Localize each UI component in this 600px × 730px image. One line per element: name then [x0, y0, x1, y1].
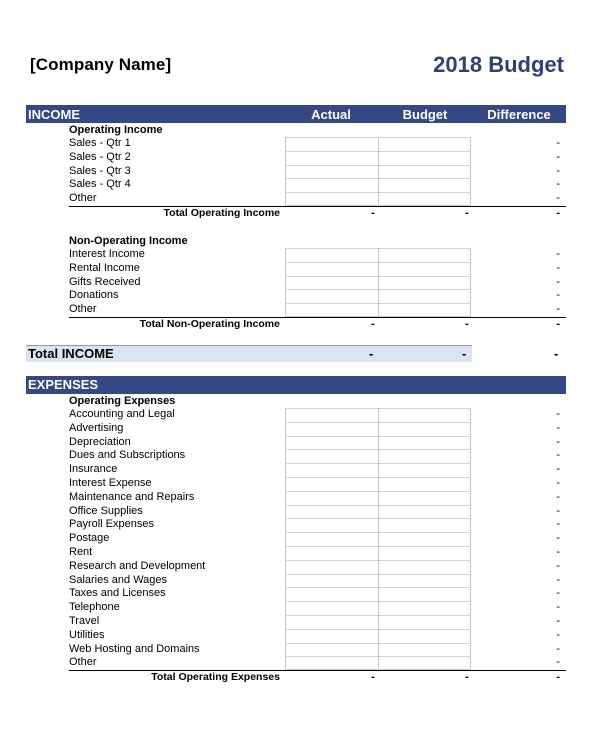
actual-input-cell[interactable] — [285, 601, 378, 615]
budget-input-cell[interactable] — [378, 491, 471, 505]
total-operating-expenses-difference: - — [556, 671, 560, 684]
budget-input-cell[interactable] — [378, 560, 471, 574]
line-item-label: Donations — [69, 289, 119, 302]
line-item-row — [26, 463, 566, 477]
budget-input-cell[interactable] — [378, 165, 471, 179]
total-non-operating-income-budget: - — [465, 317, 469, 330]
difference-value: - — [556, 642, 560, 655]
budget-input-cell[interactable] — [378, 262, 471, 276]
income-section-header — [26, 105, 566, 123]
document-title: 2018 Budget — [433, 52, 564, 77]
company-name[interactable]: [Company Name] — [30, 55, 172, 74]
actual-input-cell[interactable] — [285, 477, 378, 491]
difference-value: - — [556, 178, 560, 191]
difference-value: - — [556, 449, 560, 462]
line-item-label: Depreciation — [69, 435, 131, 448]
budget-input-cell[interactable] — [378, 477, 471, 491]
budget-input-cell[interactable] — [378, 289, 471, 303]
actual-input-cell[interactable] — [285, 518, 378, 532]
line-item-label: Interest Income — [69, 247, 145, 260]
actual-input-cell[interactable] — [285, 560, 378, 574]
actual-input-cell[interactable] — [285, 192, 378, 206]
line-item-row — [26, 192, 566, 206]
line-item-label: Sales - Qtr 1 — [69, 137, 131, 149]
total-income-label: Total INCOME — [28, 345, 114, 361]
budget-input-cell[interactable] — [378, 629, 471, 643]
line-item-label: Other — [69, 192, 97, 205]
line-item-label: Taxes and Licenses — [69, 587, 166, 600]
actual-input-cell[interactable] — [285, 303, 378, 317]
line-item-row — [26, 408, 566, 422]
line-item-label: Rent — [69, 545, 93, 558]
total-operating-income-row — [69, 206, 566, 220]
difference-value: - — [556, 656, 560, 669]
line-item-label: Other — [69, 303, 97, 316]
operating-income-rows — [26, 137, 566, 206]
difference-value: - — [556, 587, 560, 600]
line-item-label: Payroll Expenses — [69, 518, 154, 531]
budget-input-cell[interactable] — [378, 303, 471, 317]
difference-value: - — [556, 601, 560, 614]
line-item-label: Dues and Subscriptions — [69, 449, 186, 462]
line-item-row — [26, 262, 566, 276]
difference-value: - — [556, 463, 560, 476]
total-income-row — [26, 345, 559, 362]
line-item-row — [26, 505, 566, 519]
actual-input-cell[interactable] — [285, 289, 378, 303]
budget-input-cell[interactable] — [378, 449, 471, 463]
difference-value: - — [556, 275, 560, 288]
actual-input-cell[interactable] — [285, 449, 378, 463]
total-operating-expenses-budget: - — [465, 671, 469, 684]
actual-input-cell[interactable] — [285, 505, 378, 519]
difference-value: - — [556, 628, 560, 641]
difference-value: - — [556, 545, 560, 558]
line-item-label: Web Hosting and Domains — [69, 642, 200, 655]
line-item-row — [26, 137, 566, 151]
actual-input-cell[interactable] — [285, 615, 378, 629]
line-item-row — [26, 422, 566, 436]
total-income-budget: - — [462, 345, 467, 361]
total-income-actual: - — [369, 345, 374, 361]
budget-input-cell[interactable] — [378, 587, 471, 601]
actual-input-cell[interactable] — [285, 137, 378, 151]
budget-input-cell[interactable] — [378, 436, 471, 450]
line-item-row — [26, 643, 566, 657]
total-income-difference: - — [554, 345, 559, 361]
line-item-label: Insurance — [69, 463, 118, 476]
actual-input-cell[interactable] — [285, 248, 378, 262]
actual-input-cell[interactable] — [285, 463, 378, 477]
budget-input-cell[interactable] — [378, 615, 471, 629]
line-item-label: Salaries and Wages — [69, 573, 168, 586]
difference-value: - — [556, 435, 560, 448]
line-item-label: Rental Income — [69, 261, 140, 274]
budget-input-cell[interactable] — [378, 546, 471, 560]
actual-input-cell[interactable] — [285, 587, 378, 601]
actual-input-cell[interactable] — [285, 165, 378, 179]
budget-input-cell[interactable] — [378, 276, 471, 290]
operating-income-heading: Operating Income — [69, 124, 163, 136]
actual-input-cell[interactable] — [285, 422, 378, 436]
line-item-row — [26, 151, 566, 165]
actual-input-cell[interactable] — [285, 408, 378, 422]
line-item-row — [26, 560, 566, 574]
budget-input-cell[interactable] — [378, 518, 471, 532]
difference-value: - — [556, 150, 560, 163]
expenses-label: EXPENSES — [28, 377, 99, 393]
line-item-row — [26, 436, 566, 450]
line-item-label: Interest Expense — [69, 476, 152, 489]
total-non-operating-income-difference: - — [556, 317, 560, 330]
line-item-label: Sales - Qtr 4 — [69, 178, 131, 191]
line-item-row — [26, 615, 566, 629]
actual-column-header: Actual — [311, 106, 351, 122]
actual-input-cell[interactable] — [285, 178, 378, 192]
line-item-row — [26, 165, 566, 179]
difference-value: - — [556, 532, 560, 545]
budget-input-cell[interactable] — [378, 656, 471, 670]
budget-input-cell[interactable] — [378, 178, 471, 192]
budget-input-cell[interactable] — [378, 574, 471, 588]
line-item-row — [26, 574, 566, 588]
total-non-operating-income-row — [69, 317, 566, 331]
budget-input-cell[interactable] — [378, 422, 471, 436]
budget-input-cell[interactable] — [378, 192, 471, 206]
line-item-label: Utilities — [69, 628, 105, 641]
total-operating-expenses-row — [69, 670, 566, 684]
budget-input-cell[interactable] — [378, 601, 471, 615]
difference-value: - — [556, 614, 560, 627]
line-item-row — [26, 601, 566, 615]
line-item-label: Maintenance and Repairs — [69, 490, 195, 503]
actual-input-cell[interactable] — [285, 491, 378, 505]
budget-input-cell[interactable] — [378, 463, 471, 477]
total-operating-income-label: Total Operating Income — [163, 206, 280, 219]
difference-value: - — [556, 192, 560, 205]
total-operating-expenses-actual: - — [371, 671, 375, 684]
line-item-label: Gifts Received — [69, 275, 141, 288]
line-item-label: Sales - Qtr 2 — [69, 150, 131, 163]
difference-value: - — [556, 490, 560, 503]
line-item-row — [26, 629, 566, 643]
budget-input-cell[interactable] — [378, 248, 471, 262]
budget-sheet — [26, 105, 566, 684]
difference-value: - — [556, 407, 560, 420]
line-item-label: Office Supplies — [69, 504, 143, 517]
total-operating-income-difference: - — [556, 206, 560, 219]
actual-input-cell[interactable] — [285, 262, 378, 276]
total-operating-income-actual: - — [371, 206, 375, 219]
total-operating-income-budget: - — [465, 206, 469, 219]
line-item-row — [26, 587, 566, 601]
difference-value: - — [556, 559, 560, 572]
line-item-label: Sales - Qtr 3 — [69, 164, 131, 177]
difference-value: - — [556, 289, 560, 302]
difference-value: - — [556, 303, 560, 316]
actual-input-cell[interactable] — [285, 151, 378, 165]
line-item-label: Travel — [69, 614, 100, 627]
difference-value: - — [556, 504, 560, 517]
line-item-label: Other — [69, 656, 97, 669]
line-item-label: Accounting and Legal — [69, 407, 175, 420]
line-item-row — [26, 449, 566, 463]
line-item-label: Research and Development — [69, 559, 206, 572]
line-item-label: Postage — [69, 532, 110, 545]
income-label: INCOME — [28, 106, 80, 122]
budget-column-header: Budget — [402, 106, 448, 122]
non-operating-income-rows — [26, 248, 566, 317]
budget-input-cell[interactable] — [378, 643, 471, 657]
line-item-row — [26, 477, 566, 491]
budget-input-cell[interactable] — [378, 532, 471, 546]
non-operating-income-heading: Non-Operating Income — [69, 234, 188, 247]
actual-input-cell[interactable] — [285, 532, 378, 546]
expenses-section-header — [26, 376, 566, 394]
line-item-label: Telephone — [69, 601, 120, 614]
actual-input-cell[interactable] — [285, 629, 378, 643]
difference-value: - — [556, 421, 560, 434]
budget-input-cell[interactable] — [378, 408, 471, 422]
budget-input-cell[interactable] — [378, 151, 471, 165]
difference-value: - — [556, 137, 560, 149]
line-item-row — [26, 546, 566, 560]
line-item-row — [26, 491, 566, 505]
line-item-row — [26, 303, 566, 317]
actual-input-cell[interactable] — [285, 436, 378, 450]
difference-value: - — [556, 247, 560, 260]
actual-input-cell[interactable] — [285, 656, 378, 670]
line-item-label: Advertising — [69, 421, 124, 434]
line-item-row — [26, 178, 566, 192]
actual-input-cell[interactable] — [285, 643, 378, 657]
operating-expense-rows — [26, 408, 566, 670]
line-item-row — [26, 532, 566, 546]
line-item-row — [26, 248, 566, 262]
difference-column-header: Difference — [487, 106, 551, 122]
actual-input-cell[interactable] — [285, 276, 378, 290]
line-item-row — [26, 656, 566, 670]
budget-input-cell[interactable] — [378, 505, 471, 519]
line-item-row — [26, 518, 566, 532]
operating-expenses-heading: Operating Expenses — [69, 394, 176, 407]
actual-input-cell[interactable] — [285, 546, 378, 560]
difference-value: - — [556, 476, 560, 489]
difference-value: - — [556, 573, 560, 586]
line-item-row — [26, 289, 566, 303]
budget-input-cell[interactable] — [378, 137, 471, 151]
total-operating-expenses-label: Total Operating Expenses — [151, 671, 280, 684]
total-non-operating-income-label: Total Non-Operating Income — [139, 317, 280, 330]
difference-value: - — [556, 261, 560, 274]
total-non-operating-income-actual: - — [371, 317, 375, 330]
difference-value: - — [556, 518, 560, 531]
line-item-row — [26, 276, 566, 290]
difference-value: - — [556, 164, 560, 177]
actual-input-cell[interactable] — [285, 574, 378, 588]
